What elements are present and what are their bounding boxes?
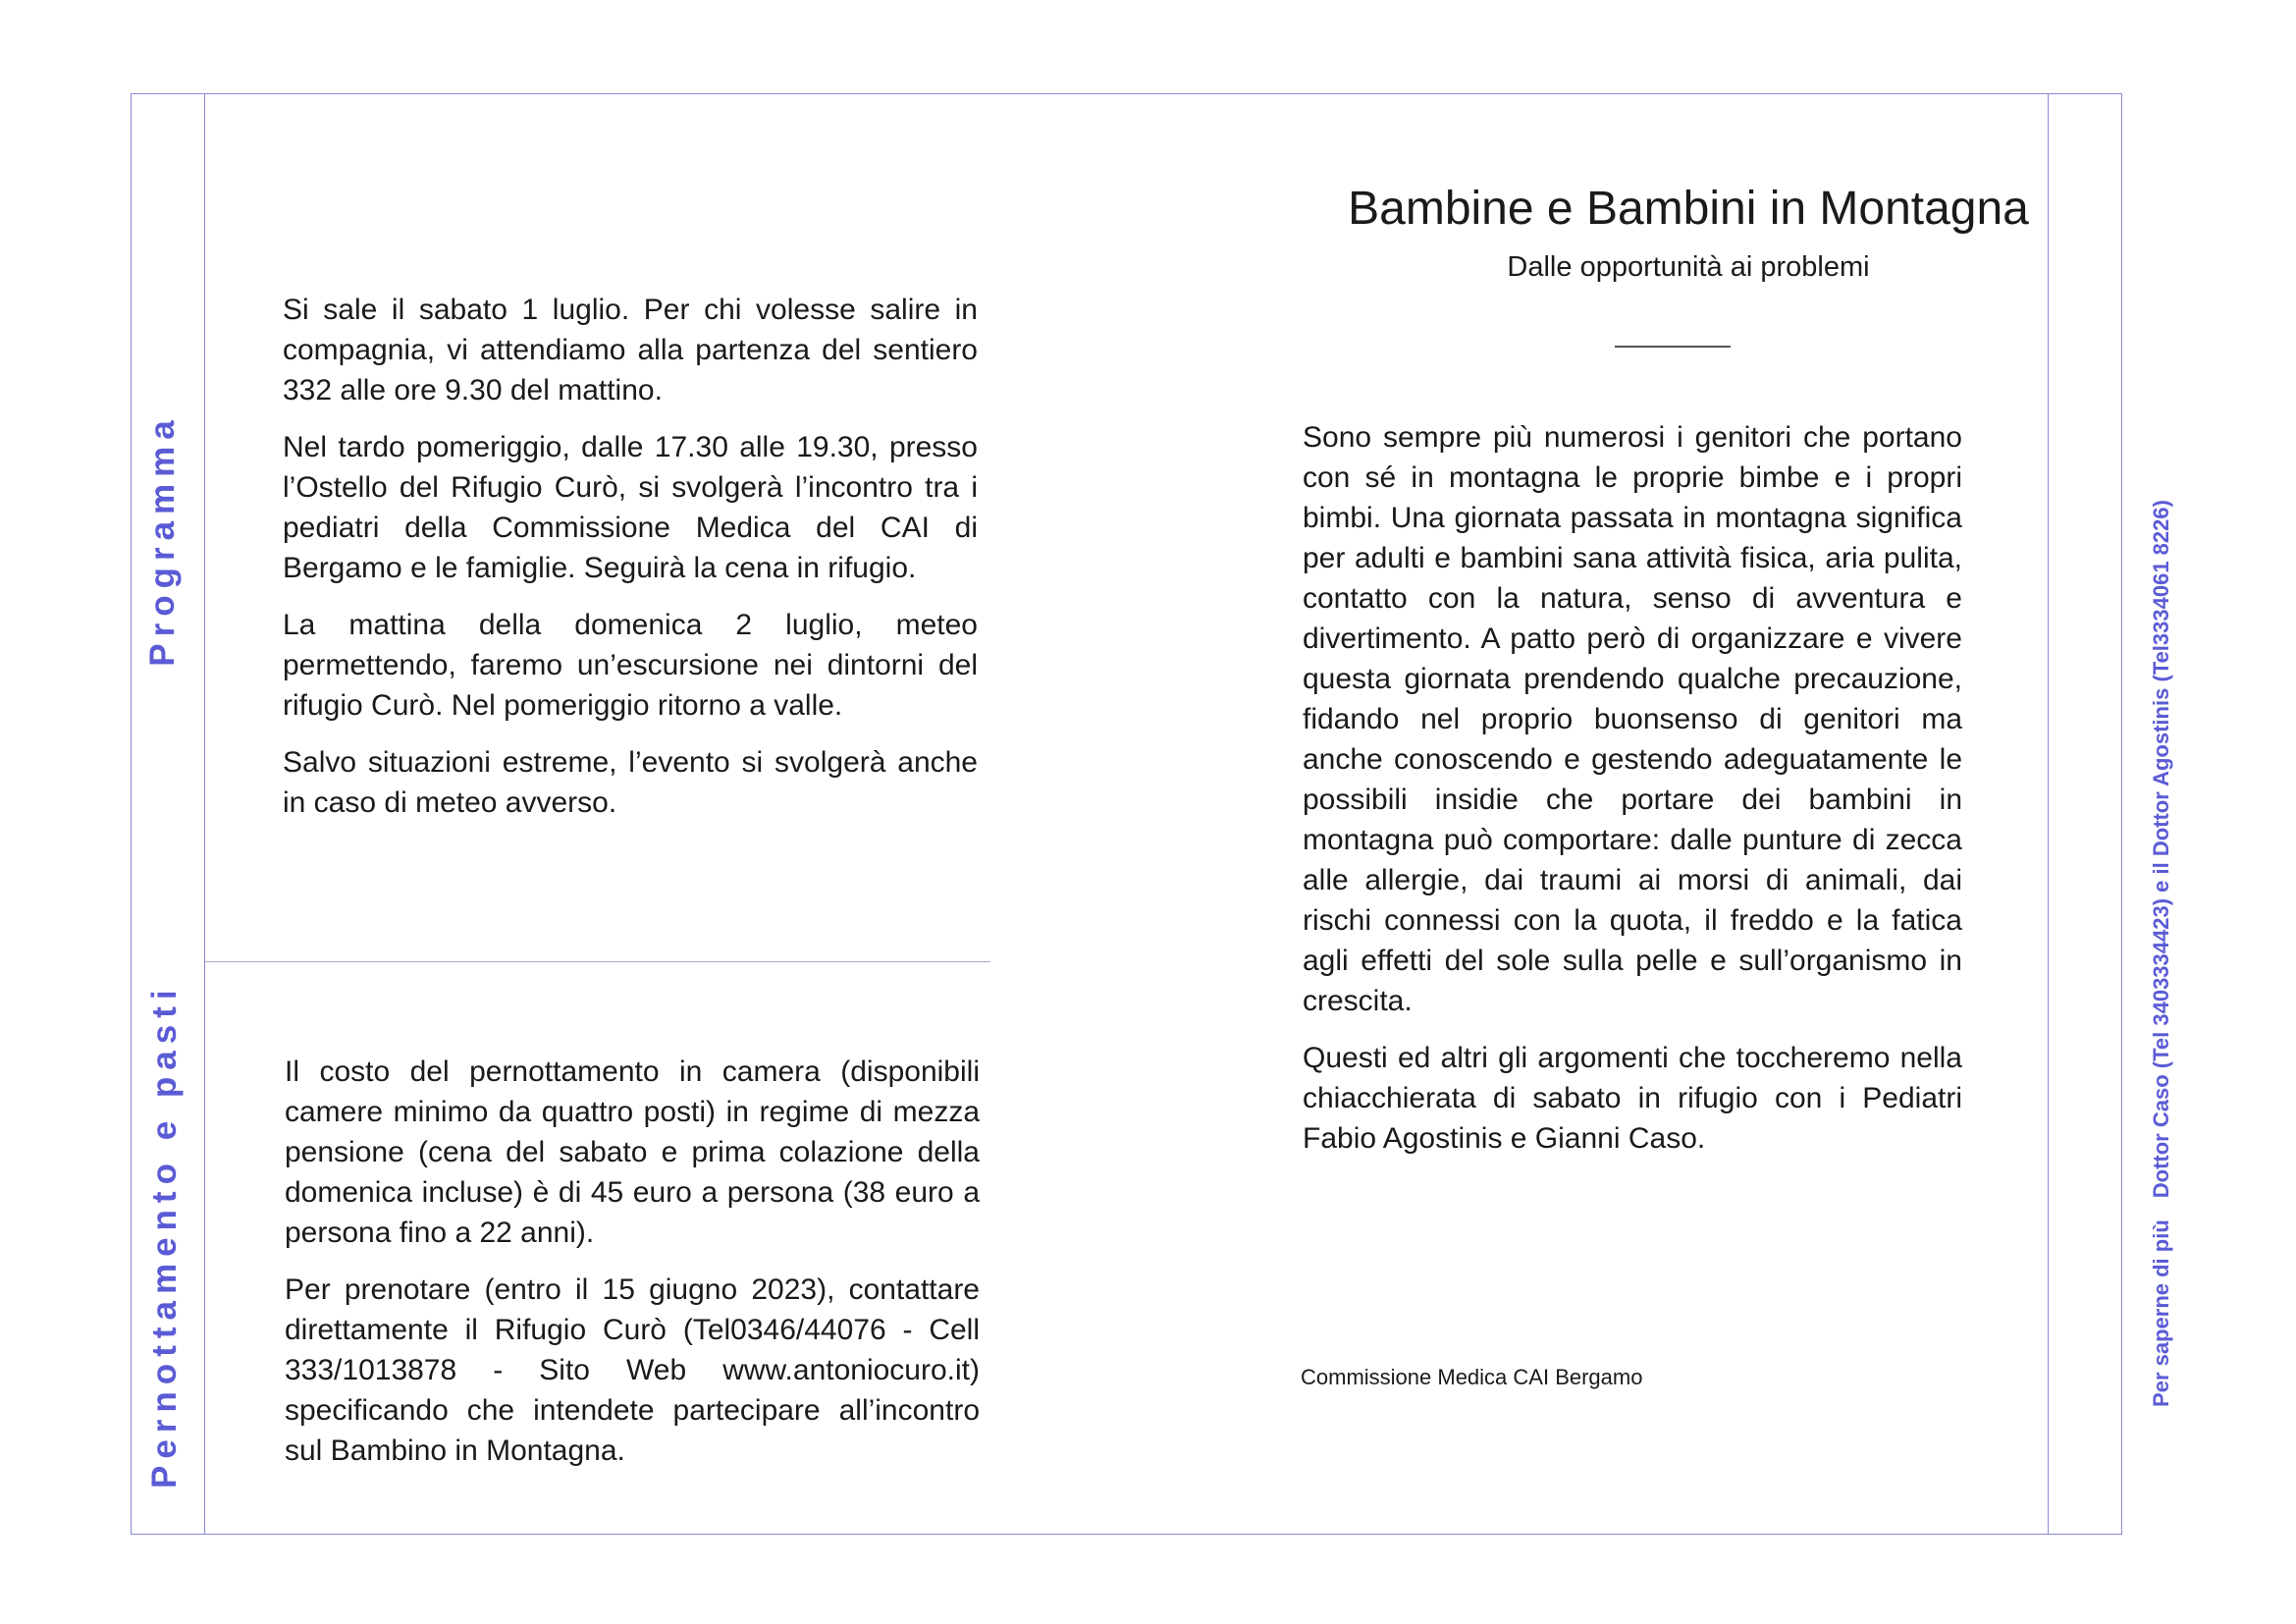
intro-paragraph-1: Sono sempre più numerosi i genitori che portano con sé in montagna le proprie bimbe e i propri bimbi. Una giornata passata in montagna significa per adulti e bambini sana attività fisica, aria pulita, contatto con la natura, senso di avventura e divertimento. A patto però di organizzare e vivere questa giornata prendendo qualche precauzione, fidando nel proprio buonsenso di genitori ma anche conoscendo e gestendo adeguatamente le possibili insidie che portare dei bambini in montagna può comportare: dalle punture di zecca alle allergie, dai traumi ai morsi di animali, dai rischi connessi con la quota, il freddo e la fatica agli effetti del sole sulla pelle e sull’organismo in crescita. bbox=[1303, 421, 1962, 1017]
programma-paragraph-1: Si sale il sabato 1 luglio. Per chi volesse salire in compagnia, vi attendiamo alla partenza del sentiero 332 alle ore 9.30 del mattino. bbox=[283, 294, 978, 406]
intro-paragraph-2: Questi ed altri gli argomenti che toccheremo nella chiacchierata di sabato in rifugio con i Pediatri Fabio Agostinis e Gianni Caso. bbox=[1303, 1042, 1962, 1155]
pernottamento-paragraph-1: Il costo del pernottamento in camera (disponibili camere minimo da quattro posti) in regime di mezza pensione (cena del sabato e prima colazione della domenica incluse) è di 45 euro a persona (38 euro a persona fino a 22 anni). bbox=[285, 1056, 980, 1249]
page-subtitle: Dalle opportunità ai problemi bbox=[1507, 251, 1870, 283]
contacts-prefix: Per saperne di più bbox=[2149, 1219, 2173, 1407]
section-divider bbox=[205, 961, 990, 962]
title-rule bbox=[1615, 346, 1731, 348]
programma-section bbox=[283, 290, 978, 839]
page-title: Bambine e Bambini in Montagna bbox=[1348, 183, 2029, 235]
programma-paragraph-3: La mattina della domenica 2 luglio, meteo permettendo, faremo un’escursione nei dintorni del rifugio Curò. Nel pomeriggio ritorno a valle. bbox=[283, 609, 978, 722]
right-column-divider bbox=[2048, 93, 2049, 1535]
contacts-text: Dottor Caso (Tel 3403334423) e il Dottor Agostinis (Tel3334061 8226) bbox=[2149, 500, 2173, 1199]
programma-paragraph-4: Salvo situazioni estreme, l’evento si svolgerà anche in caso di meteo avverso. bbox=[283, 746, 978, 819]
left-column-divider bbox=[204, 93, 205, 1535]
programma-paragraph-2: Nel tardo pomeriggio, dalle 17.30 alle 19.30, presso l’Ostello del Rifugio Curò, si svolgerà l’incontro tra i pediatri della Commissione Medica del CAI di Bergamo e le famiglie. Seguirà la cena in rifugio. bbox=[283, 431, 978, 584]
pernottamento-label: Pernottamento e pasti bbox=[145, 983, 184, 1489]
organizer-note: Commissione Medica CAI Bergamo bbox=[1301, 1365, 1643, 1389]
pernottamento-section bbox=[285, 1052, 980, 1488]
contacts-label bbox=[2149, 462, 2176, 1444]
programma-label: Programma bbox=[143, 413, 182, 667]
intro-section bbox=[1303, 417, 1962, 1175]
pernottamento-paragraph-2: Per prenotare (entro il 15 giugno 2023), contattare direttamente il Rifugio Curò (Tel0346/44076 - Cell 333/1013878 - Sito Web www.antoniocuro.it) specificando che intendete partecipare all’incontro sul Bambino in Montagna. bbox=[285, 1273, 980, 1467]
